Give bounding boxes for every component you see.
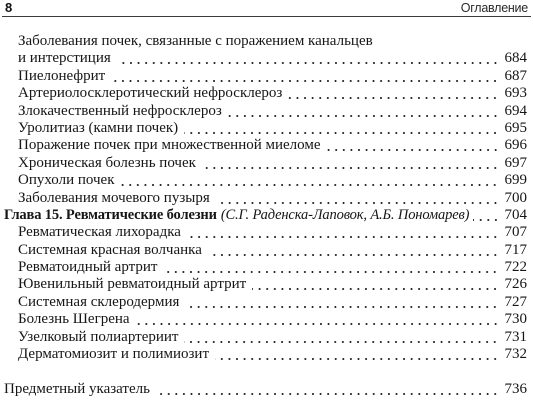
toc-entry-page: 726 xyxy=(504,276,527,293)
section-spacer xyxy=(4,363,527,380)
dot-leader xyxy=(184,329,499,346)
toc-entry xyxy=(4,259,527,276)
dot-leader xyxy=(208,242,499,259)
toc-entry-page: 730 xyxy=(504,311,527,328)
toc-entry-page: 694 xyxy=(504,102,527,119)
toc-entry xyxy=(4,242,527,259)
toc-entry-title: Поражение почек при множественной миеломе xyxy=(18,137,321,154)
toc-entry xyxy=(4,155,527,172)
toc-entry xyxy=(4,346,527,363)
toc-entry xyxy=(4,276,527,293)
dot-leader xyxy=(117,50,499,67)
toc-entry-title: Предметный указатель xyxy=(4,380,150,397)
toc-entry-title: Узелковый полиартериит xyxy=(18,328,179,345)
dot-leader xyxy=(252,276,499,293)
toc-entry-title: Артериолосклеротический нефросклероз xyxy=(18,85,283,102)
toc-entry xyxy=(4,137,527,154)
toc-entry-page: 736 xyxy=(504,380,527,397)
dot-leader xyxy=(228,103,499,120)
toc-entry-title: Злокачественный нефросклероз xyxy=(18,102,222,119)
toc-chapter-heading xyxy=(4,207,527,224)
toc-entry-title: Хроническая болезнь почек xyxy=(18,154,196,171)
toc-entry-title-line: и интерстиция xyxy=(18,50,111,67)
toc-entry xyxy=(4,294,527,311)
dot-leader xyxy=(185,294,499,311)
dot-leader xyxy=(184,120,499,137)
dot-leader xyxy=(288,85,499,102)
toc-entry xyxy=(4,190,527,207)
toc-index-entry xyxy=(4,381,527,398)
chapter-label: Глава 15. Ревматические болезни xyxy=(4,206,217,223)
toc-entry-title: Системная красная волчанка xyxy=(18,241,202,258)
table-of-contents xyxy=(4,33,527,398)
toc-entry-page: 696 xyxy=(504,137,527,154)
dot-leader xyxy=(473,207,500,224)
toc-entry-title: Ревматическая лихорадка xyxy=(18,224,181,241)
toc-entry-page: 699 xyxy=(504,172,527,189)
toc-entry xyxy=(4,33,527,68)
running-header xyxy=(2,0,531,17)
dot-leader xyxy=(215,346,499,363)
dot-leader xyxy=(120,172,499,189)
toc-entry xyxy=(4,103,527,120)
dot-leader xyxy=(163,259,499,276)
toc-entry-page: 732 xyxy=(504,346,527,363)
running-title: Оглавление xyxy=(460,1,528,15)
toc-entry xyxy=(4,224,527,241)
toc-entry-page: 717 xyxy=(504,241,527,258)
toc-entry xyxy=(4,85,527,102)
dot-leader xyxy=(111,68,499,85)
toc-entry-title: Ревматоидный артрит xyxy=(18,259,158,276)
toc-entry-page: 722 xyxy=(504,259,527,276)
toc-entry-page: 695 xyxy=(504,119,527,136)
toc-entry-page: 707 xyxy=(504,224,527,241)
toc-entry-title: Опухоли почек xyxy=(18,172,115,189)
dot-leader xyxy=(327,137,499,154)
toc-entry-page: 684 xyxy=(504,50,527,67)
toc-entry-page: 700 xyxy=(504,189,527,206)
page-number: 8 xyxy=(5,0,13,15)
toc-entry-title: Заболевания мочевого пузыря xyxy=(18,189,210,206)
toc-entry xyxy=(4,311,527,328)
toc-entry-title: Уролитиаз (камни почек) xyxy=(18,119,179,136)
toc-entry-page: 727 xyxy=(504,293,527,310)
dot-leader xyxy=(187,224,499,241)
toc-entry-title: Системная склеродермия xyxy=(18,293,180,310)
chapter-authors: (С.Г. Раденска-Лаповок, А.Б. Пономарев) xyxy=(220,206,470,223)
toc-entry-title: Болезнь Шегрена xyxy=(18,311,130,328)
toc-entry-page: 697 xyxy=(504,154,527,171)
dot-leader xyxy=(136,311,499,328)
toc-entry xyxy=(4,329,527,346)
toc-entry-title: Ювенильный ревматоидный артрит xyxy=(18,276,247,293)
toc-entry-page: 693 xyxy=(504,85,527,102)
dot-leader xyxy=(216,190,499,207)
toc-entry xyxy=(4,120,527,137)
toc-entry-title-line: Заболевания почек, связанные с поражением канальцев xyxy=(18,33,373,49)
toc-chapter-page: 704 xyxy=(504,206,527,223)
toc-entry xyxy=(4,68,527,85)
toc-entry xyxy=(4,172,527,189)
toc-entry-page: 687 xyxy=(504,67,527,84)
chapter-title xyxy=(4,207,469,224)
toc-entry-title: Пиелонефрит xyxy=(18,67,106,84)
toc-entry-title: Дерматомиозит и полимиозит xyxy=(18,346,210,363)
toc-entry-page: 731 xyxy=(504,328,527,345)
dot-leader xyxy=(202,155,499,172)
dot-leader xyxy=(156,381,499,398)
